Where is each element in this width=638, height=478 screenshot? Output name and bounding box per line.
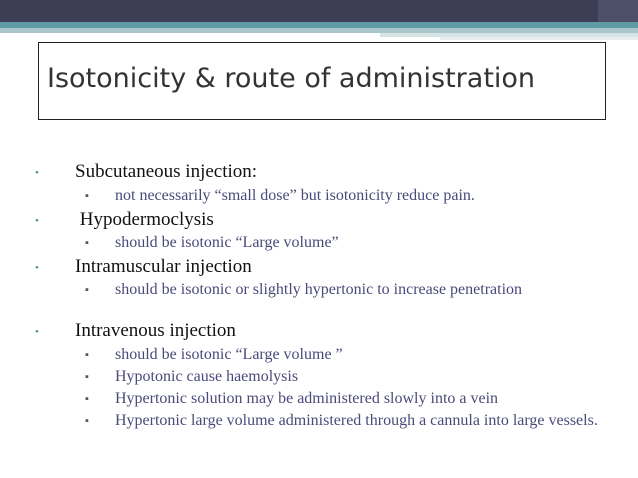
- sub-bullet-icon: ▪: [85, 190, 89, 202]
- sub-bullet: [85, 187, 615, 205]
- sub-bullet-icon: ▪: [85, 349, 89, 361]
- top-band-dark: [0, 0, 638, 22]
- bullet-intramuscular: [35, 256, 252, 278]
- sub-bullet: [85, 412, 610, 430]
- bullet-icon: •: [35, 215, 39, 227]
- bullet-text: Hypodermoclysis: [75, 209, 214, 230]
- bullet-icon: •: [35, 262, 39, 274]
- sub-bullet-text: Hypertonic large volume administered through a cannula into large vessels.: [115, 412, 598, 429]
- sub-bullet-icon: ▪: [85, 371, 89, 383]
- sub-bullet-text: not necessarily “small dose” but isotonicity reduce pain.: [115, 187, 475, 204]
- sub-bullet: [85, 390, 615, 408]
- bullet-text: Subcutaneous injection:: [75, 161, 258, 182]
- sub-bullet-text: Hypertonic solution may be administered slowly into a vein: [115, 390, 499, 407]
- slide-title: Isotonicity & route of administration: [47, 63, 536, 94]
- sub-bullet: [85, 234, 615, 252]
- sub-bullet-icon: ▪: [85, 284, 89, 296]
- bullet-hypodermoclysis: [35, 209, 214, 231]
- sub-bullet-icon: ▪: [85, 237, 89, 249]
- sub-bullet-text: should be isotonic “Large volume ”: [115, 346, 343, 363]
- top-band-corner: [598, 0, 638, 22]
- sub-bullet-icon: ▪: [85, 393, 89, 405]
- bullet-icon: •: [35, 326, 39, 338]
- bullet-intravenous: [35, 320, 236, 342]
- bullet-subcutaneous: [35, 161, 258, 183]
- top-band-pale-2: [440, 37, 638, 40]
- sub-bullet: [85, 368, 615, 386]
- sub-bullet: [85, 346, 615, 364]
- sub-bullet-text: should be isotonic or slightly hypertonic to increase penetration: [115, 281, 523, 298]
- sub-bullet: [85, 281, 535, 299]
- bullet-text: Intravenous injection: [75, 320, 236, 341]
- bullet-text: Intramuscular injection: [75, 256, 252, 277]
- bullet-icon: •: [35, 167, 39, 179]
- sub-bullet-text: should be isotonic “Large volume”: [115, 234, 339, 251]
- sub-bullet-icon: ▪: [85, 415, 89, 427]
- sub-bullet-text: Hypotonic cause haemolysis: [115, 368, 299, 385]
- title-box: [38, 42, 606, 120]
